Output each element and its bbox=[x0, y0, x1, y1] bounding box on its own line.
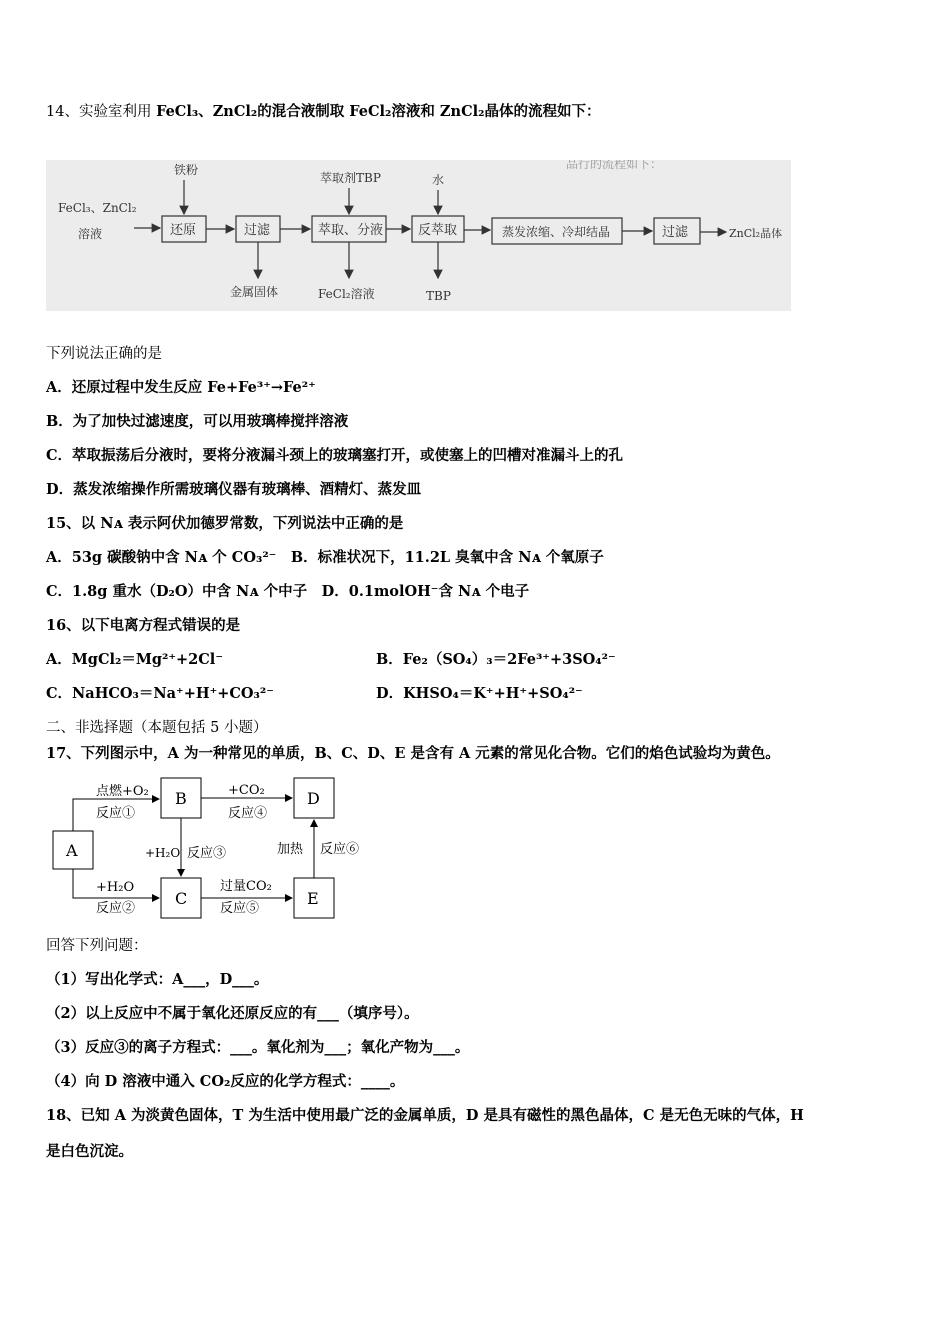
q14-option-b: B．为了加快过滤速度，可以用玻璃棒搅拌溶液 bbox=[46, 413, 349, 430]
q16-stem: 16、以下电离方程式错误的是 bbox=[46, 617, 241, 634]
q18-line2: 是白色沉淀。 bbox=[46, 1143, 133, 1160]
flow-step4: 反萃取 bbox=[418, 223, 458, 238]
flow-product: ZnCl₂晶体 bbox=[729, 227, 783, 240]
flow-out3: TBP bbox=[426, 289, 451, 303]
flow-step5: 蒸发浓缩、冷却结晶 bbox=[502, 225, 611, 239]
node-a-label: A bbox=[66, 841, 78, 860]
q14-question: 下列说法正确的是 bbox=[46, 346, 162, 362]
q17-answer-prompt: 回答下列问题： bbox=[46, 938, 148, 954]
q17-sub2: （2）以上反应中不属于氧化还原反应的有___（填序号）。 bbox=[46, 1005, 419, 1022]
r2-bot: 反应② bbox=[96, 901, 136, 916]
q17-sub4: （4）向 D 溶液中通入 CO₂反应的化学方程式：____。 bbox=[46, 1073, 405, 1090]
node-d-label: D bbox=[307, 789, 320, 808]
q17-diagram bbox=[48, 775, 378, 925]
q14-option-d: D．蒸发浓缩操作所需玻璃仪器有玻璃棒、酒精灯、蒸发皿 bbox=[46, 481, 422, 498]
flow-start-line2: 溶液 bbox=[78, 227, 103, 241]
r4-top: +CO₂ bbox=[228, 783, 265, 798]
q15-options-row1: A．53g 碳酸钠中含 Nᴀ 个 CO₃²⁻ B．标准状况下，11.2L 臭氧中含 Nᴀ 个氧原子 bbox=[46, 549, 604, 566]
q16-option-d: D．KHSO₄＝K⁺+H⁺+SO₄²⁻ bbox=[376, 685, 583, 702]
q15-options-row2: C．1.8g 重水（D₂O）中含 Nᴀ 个中子 D．0.1molOH⁻含 Nᴀ 个电子 bbox=[46, 583, 530, 600]
node-c-label: C bbox=[175, 889, 188, 908]
flow-start-line1: FeCl₃、ZnCl₂ bbox=[58, 201, 137, 215]
q16-option-b: B．Fe₂（SO₄）₃＝2Fe³⁺+3SO₄²⁻ bbox=[376, 651, 616, 668]
flow-step3: 萃取、分液 bbox=[318, 223, 384, 238]
flow-step6: 过滤 bbox=[662, 225, 689, 240]
q14-stem-main: FeCl₃、ZnCl₂的混合液制取 FeCl₂溶液和 ZnCl₂晶体的流程如下： bbox=[156, 103, 601, 120]
q14-stem bbox=[46, 102, 600, 122]
r5-top: 过量CO₂ bbox=[220, 879, 272, 894]
flow-extractant: 萃取剂TBP bbox=[320, 171, 381, 185]
flow-out2: FeCl₂溶液 bbox=[318, 287, 375, 301]
r3-left: +H₂O bbox=[145, 846, 181, 860]
flow-water: 水 bbox=[432, 173, 445, 187]
r3-right: 反应③ bbox=[187, 846, 227, 861]
q14-option-c: C．萃取振荡后分液时，要将分液漏斗颈上的玻璃塞打开，或使塞上的凹槽对准漏斗上的孔 bbox=[46, 447, 624, 464]
q15-stem: 15、以 Nᴀ 表示阿伏加德罗常数，下列说法中正确的是 bbox=[46, 515, 404, 532]
r6-left: 加热 bbox=[277, 842, 304, 857]
r1-top: 点燃+O₂ bbox=[96, 784, 149, 799]
flowchart-svg bbox=[46, 160, 791, 311]
q16-option-a: A．MgCl₂＝Mg²⁺+2Cl⁻ bbox=[46, 651, 223, 668]
r1-bot: 反应① bbox=[96, 806, 136, 821]
flow-faded-top: 品行的流程如下： bbox=[566, 160, 663, 171]
q17-sub1: （1）写出化学式：A___，D___。 bbox=[46, 971, 269, 988]
q17-stem: 17、下列图示中，A 为一种常见的单质，B、C、D、E 是含有 A 元素的常见化合物。它们的焰色试验均为黄色。 bbox=[46, 745, 780, 762]
node-e-label: E bbox=[307, 889, 319, 908]
q17-sub3: （3）反应③的离子方程式：___。氧化剂为___；氧化产物为___。 bbox=[46, 1039, 470, 1056]
q17-diagram-svg bbox=[48, 775, 378, 925]
flow-iron: 铁粉 bbox=[174, 163, 199, 177]
section-heading: 二、非选择题（本题包括 5 小题） bbox=[46, 720, 268, 736]
r2-top: +H₂O bbox=[96, 880, 135, 895]
q16-option-c: C．NaHCO₃＝Na⁺+H⁺+CO₃²⁻ bbox=[46, 685, 274, 702]
q14-option-a: A．还原过程中发生反应 Fe+Fe³⁺→Fe²⁺ bbox=[46, 379, 316, 396]
node-b-label: B bbox=[175, 789, 187, 808]
flow-step2: 过滤 bbox=[244, 223, 271, 238]
flow-step1: 还原 bbox=[170, 223, 197, 238]
q14-stem-prefix: 14、实验室利用 bbox=[46, 104, 157, 120]
q18-line1: 18、已知 A 为淡黄色固体，T 为生活中使用最广泛的金属单质，D 是具有磁性的黑色晶体，C 是无色无味的气体，H bbox=[46, 1107, 804, 1124]
r5-bot: 反应⑤ bbox=[220, 901, 260, 916]
flow-out1: 金属固体 bbox=[230, 285, 279, 299]
r4-bot: 反应④ bbox=[228, 806, 268, 821]
q14-flowchart bbox=[46, 160, 791, 311]
r6-right: 反应⑥ bbox=[320, 842, 360, 857]
